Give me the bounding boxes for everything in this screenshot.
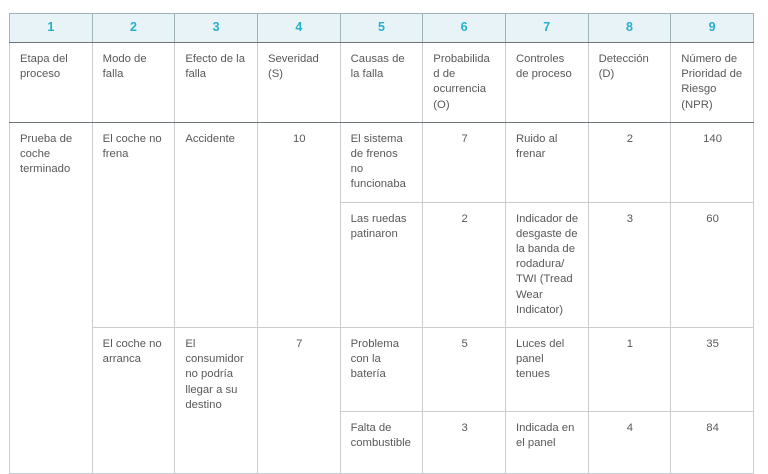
table-header xyxy=(10,14,754,43)
fmea-table xyxy=(9,13,754,474)
cell-controles-de-proceso: Indicada en el panel xyxy=(505,412,588,474)
cell-controles-de-proceso: Indicador de desgaste de la banda de rodadura/ TWI (Tread Wear Indicator) xyxy=(505,202,588,327)
cell-npr: 140 xyxy=(671,122,754,202)
cell-efecto-de-la-falla-group-1: Accidente xyxy=(175,122,258,327)
cell-npr: 35 xyxy=(671,328,754,412)
cell-probabilidad-de-ocurrencia: 5 xyxy=(423,328,506,412)
cell-causa-de-la-falla: Falta de combustible xyxy=(340,412,423,474)
fmea-table-container xyxy=(9,13,753,450)
cell-deteccion: 3 xyxy=(588,202,671,327)
cell-probabilidad-de-ocurrencia: 7 xyxy=(423,122,506,202)
column-label-modo-de-falla: Modo de falla xyxy=(92,43,175,123)
column-number-8: 8 xyxy=(588,14,671,43)
cell-efecto-de-la-falla-group-2: El consumidor no podría llegar a su destino xyxy=(175,328,258,474)
cell-controles-de-proceso: Luces del panel tenues xyxy=(505,328,588,412)
cell-deteccion: 1 xyxy=(588,328,671,412)
column-label-probabilidad-de-ocurrencia: Probabilidad de ocurrencia (O) xyxy=(423,43,506,123)
cell-probabilidad-de-ocurrencia: 2 xyxy=(423,202,506,327)
table-row xyxy=(10,328,754,412)
cell-deteccion: 4 xyxy=(588,412,671,474)
column-number-7: 7 xyxy=(505,14,588,43)
column-number-3: 3 xyxy=(175,14,258,43)
column-label-severidad: Severidad (S) xyxy=(257,43,340,123)
column-number-5: 5 xyxy=(340,14,423,43)
cell-causa-de-la-falla: Las ruedas patinaron xyxy=(340,202,423,327)
cell-npr: 84 xyxy=(671,412,754,474)
column-label-efecto-de-la-falla: Efecto de la falla xyxy=(175,43,258,123)
column-number-6: 6 xyxy=(423,14,506,43)
table-row xyxy=(10,122,754,202)
cell-etapa-del-proceso-group-1: Prueba de coche terminado xyxy=(10,122,93,473)
column-label-controles-de-proceso: Controles de proceso xyxy=(505,43,588,123)
table-body xyxy=(10,43,754,474)
cell-causa-de-la-falla: Problema con la batería xyxy=(340,328,423,412)
column-number-9: 9 xyxy=(671,14,754,43)
cell-deteccion: 2 xyxy=(588,122,671,202)
cell-causa-de-la-falla: El sistema de frenos no funcionaba xyxy=(340,122,423,202)
cell-npr: 60 xyxy=(671,202,754,327)
column-number-4: 4 xyxy=(257,14,340,43)
column-label-deteccion: Detección (D) xyxy=(588,43,671,123)
cell-severidad-group-1: 10 xyxy=(257,122,340,327)
cell-severidad-group-2: 7 xyxy=(257,328,340,474)
column-label-etapa-del-proceso: Etapa del proceso xyxy=(10,43,93,123)
column-number-2: 2 xyxy=(92,14,175,43)
column-label-row xyxy=(10,43,754,123)
cell-probabilidad-de-ocurrencia: 3 xyxy=(423,412,506,474)
column-number-1: 1 xyxy=(10,14,93,43)
column-label-causas-de-la-falla: Causas de la falla xyxy=(340,43,423,123)
cell-controles-de-proceso: Ruido al frenar xyxy=(505,122,588,202)
cell-modo-de-falla-group-1: El coche no frena xyxy=(92,122,175,327)
column-label-npr: Número de Prioridad de Riesgo (NPR) xyxy=(671,43,754,123)
cell-modo-de-falla-group-2: El coche no arranca xyxy=(92,328,175,474)
column-number-row xyxy=(10,14,754,43)
